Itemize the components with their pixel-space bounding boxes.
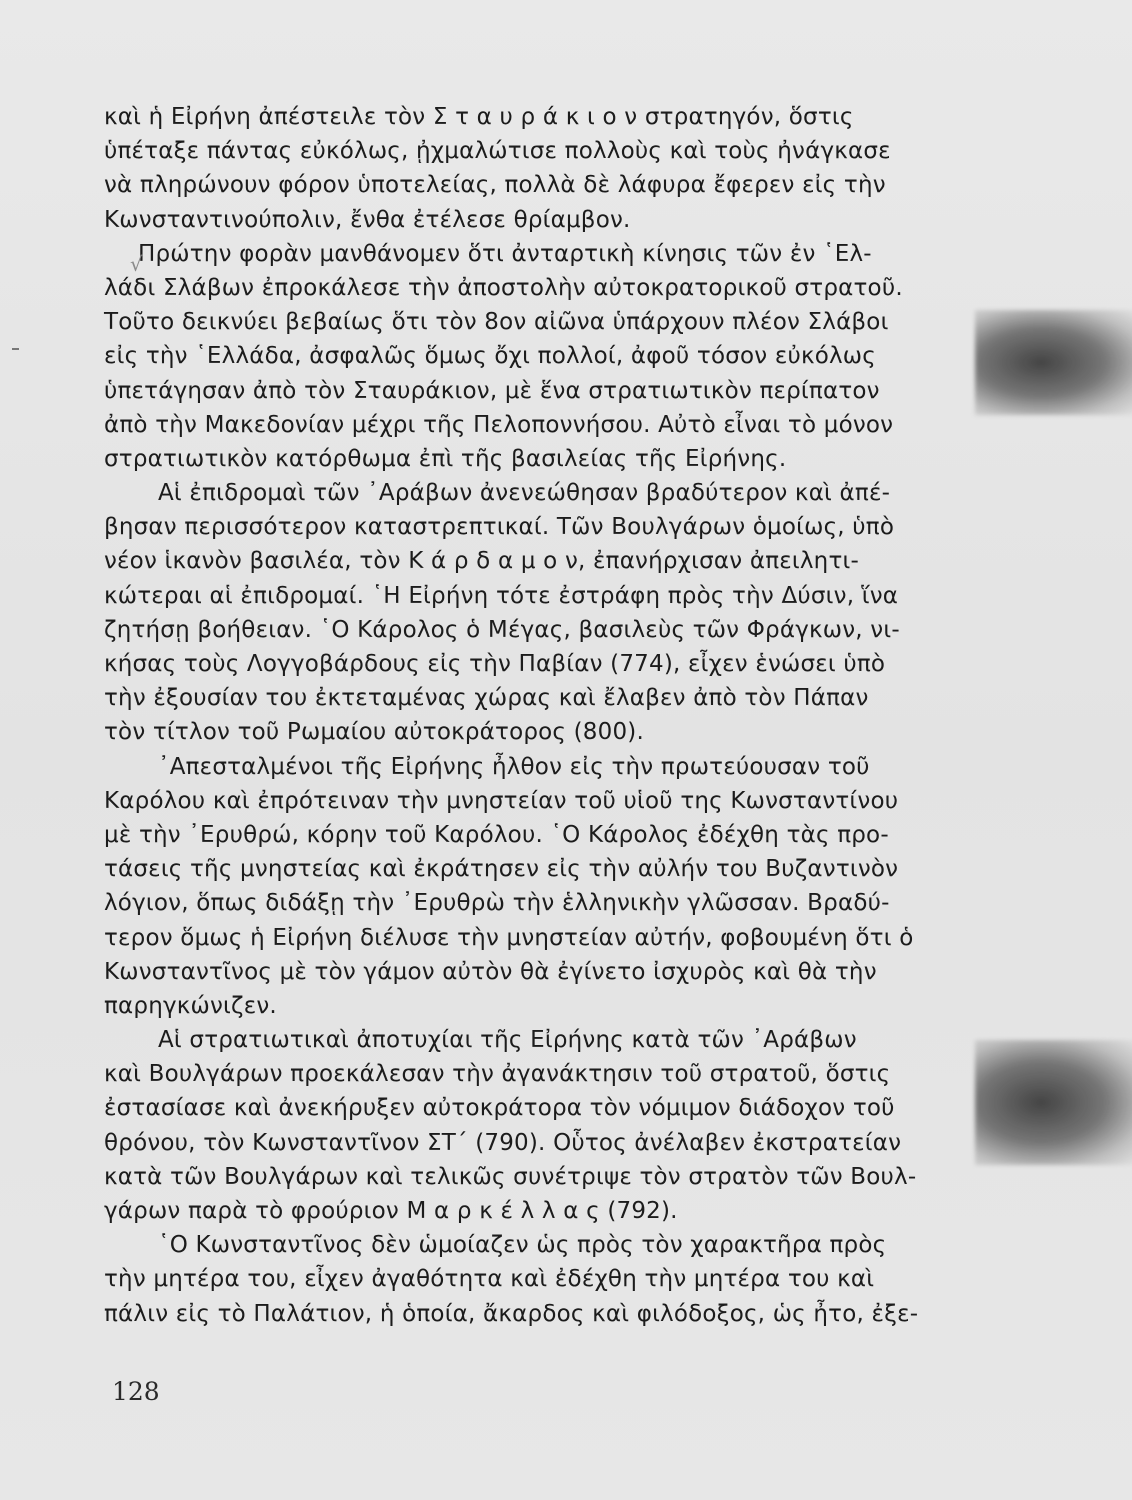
pencil-tick-mark: √ (130, 252, 143, 276)
text-line: καὶ ἡ Εἰρήνη ἀπέστειλε τὸν Σ τ α υ ρ ά κ ι ο ν στρατηγόν, ὅστις (104, 104, 854, 130)
text-line: ἐστασίασε καὶ ἀνεκήρυξεν αὐτοκράτορα τὸν νόμιμον διάδοχον τοῦ (104, 1095, 895, 1122)
text-line: κώτεραι αἱ ἐπιδρομαί. ῾Η Εἰρήνη τότε ἐστράφη πρὸς τὴν Δύσιν, ἵνα (104, 582, 899, 609)
text-line: πάλιν εἰς τὸ Παλάτιον, ἡ ὁποία, ἄκαρδος καὶ φιλόδοξος, ὡς ἦτο, ἐξε- (104, 1300, 919, 1327)
text-line: Πρώτην φορὰν μανθάνομεν ὅτι ἀνταρτικὴ κίνησις τῶν ἐν ῾Ελ- (138, 240, 872, 267)
text-line: τερον ὅμως ἡ Εἰρήνη διέλυσε τὴν μνηστείαν αὐτήν, φοβουμένη ὅτι ὁ (104, 924, 914, 951)
text-line: λόγιον, ὅπως διδάξῃ τὴν ᾿Ερυθρὼ τὴν ἑλληνικὴν γλῶσσαν. Βραδύ- (104, 890, 890, 917)
text-line: στρατιωτικὸν κατόρθωμα ἐπὶ τῆς βασιλείας τῆς Εἰρήνης. (104, 445, 787, 472)
text-line: Κωνσταντινούπολιν, ἔνθα ἐτέλεσε θρίαμβον. (104, 206, 631, 233)
text-line: καὶ Βουλγάρων προεκάλεσαν τὴν ἀγανάκτησιν τοῦ στρατοῦ, ὅστις (104, 1061, 891, 1088)
text-line: ῾Ο Κωνσταντῖνος δὲν ὡμοίαζεν ὡς πρὸς τὸν χαρακτῆρα πρὸς (158, 1232, 887, 1259)
text-line: γάρων παρὰ τὸ φρούριον Μ α ρ κ έ λ λ α ς (792). (104, 1198, 678, 1224)
text-line: Αἱ ἐπιδρομαὶ τῶν ᾿Αράβων ἀνενεώθησαν βραδύτερον καὶ ἀπέ- (158, 480, 891, 507)
text-line: εἰς τὴν ῾Ελλάδα, ἀσφαλῶς ὅμως ὄχι πολλοί, ἀφοῦ τόσον εὐκόλως (104, 343, 876, 370)
text-line: τάσεις τῆς μνηστείας καὶ ἐκράτησεν εἰς τὴν αὐλήν του Βυζαντινὸν (104, 856, 899, 883)
body-text (104, 100, 1004, 1331)
text-line: λάδι Σλάβων ἐπροκάλεσε τὴν ἀποστολὴν αὐτοκρατορικοῦ στρατοῦ. (104, 274, 903, 301)
text-line: Κωνσταντῖνος μὲ τὸν γάμον αὐτὸν θὰ ἐγίνετο ἰσχυρὸς καὶ θὰ τὴν (104, 958, 877, 985)
text-line: τὴν μητέρα του, εἶχεν ἀγαθότητα καὶ ἐδέχθη τὴν μητέρα του καὶ (104, 1266, 875, 1293)
text-line: τὴν ἐξουσίαν του ἐκτεταμένας χώρας καὶ ἔλαβεν ἀπὸ τὸν Πάπαν (104, 685, 869, 712)
text-line: θρόνου, τὸν Κωνσταντῖνον ΣΤ΄ (790). Οὗτος ἀνέλαβεν ἐκστρατείαν (104, 1129, 902, 1156)
text-line: κήσας τοὺς Λογγοβάρδους εἰς τὴν Παβίαν (774), εἶχεν ἑνώσει ὑπὸ (104, 651, 886, 677)
text-line: ὑπέταξε πάντας εὐκόλως, ᾐχμαλώτισε πολλοὺς καὶ τοὺς ἠνάγκασε (104, 138, 891, 165)
text-line: βησαν περισσότερον καταστρεπτικαί. Τῶν Βουλγάρων ὁμοίως, ὑπὸ (104, 514, 895, 541)
text-line: Τοῦτο δεικνύει βεβαίως ὅτι τὸν 8ον αἰῶνα ὑπάρχουν πλέον Σλάβοι (104, 309, 889, 336)
text-line: μὲ τὴν ᾿Ερυθρώ, κόρην τοῦ Καρόλου. ῾Ο Κάρολος ἐδέχθη τὰς προ- (104, 821, 889, 848)
text-line: νὰ πληρώνουν φόρον ὑποτελείας, πολλὰ δὲ λάφυρα ἔφερεν εἰς τὴν (104, 172, 886, 199)
text-line: κατὰ τῶν Βουλγάρων καὶ τελικῶς συνέτριψε τὸν στρατὸν τῶν Βουλ- (104, 1163, 917, 1190)
text-line: ᾿Απεσταλμένοι τῆς Εἰρήνης ἦλθον εἰς τὴν πρωτεύουσαν τοῦ (158, 753, 870, 780)
text-line: ὑπετάγησαν ἀπὸ τὸν Σταυράκιον, μὲ ἕνα στρατιωτικὸν περίπατον (104, 377, 880, 404)
ink-smudge (975, 1040, 1132, 1165)
text-line: Αἱ στρατιωτικαὶ ἀποτυχίαι τῆς Εἰρήνης κατὰ τῶν ᾿Αράβων (158, 1027, 857, 1054)
page-number: 128 (112, 1377, 160, 1406)
text-line: παρηγκώνιζεν. (104, 992, 277, 1019)
text-line: νέον ἱκανὸν βασιλέα, τὸν Κ ά ρ δ α μ ο ν, ἐπανήρχισαν ἀπειλητι- (104, 548, 859, 575)
margin-dash (12, 348, 19, 350)
text-line: Καρόλου καὶ ἐπρότειναν τὴν μνηστείαν τοῦ υἱοῦ της Κωνσταντίνου (104, 787, 899, 814)
text-line: ζητήσῃ βοήθειαν. ῾Ο Κάρολος ὁ Μέγας, βασιλεὺς τῶν Φράγκων, νι- (104, 616, 900, 643)
text-line: ἀπὸ τὴν Μακεδονίαν μέχρι τῆς Πελοποννήσου. Αὐτὸ εἶναι τὸ μόνον (104, 411, 894, 438)
ink-smudge (975, 310, 1132, 415)
text-line: τὸν τίτλον τοῦ Ρωμαίου αὐτοκράτορος (800). (104, 719, 644, 746)
